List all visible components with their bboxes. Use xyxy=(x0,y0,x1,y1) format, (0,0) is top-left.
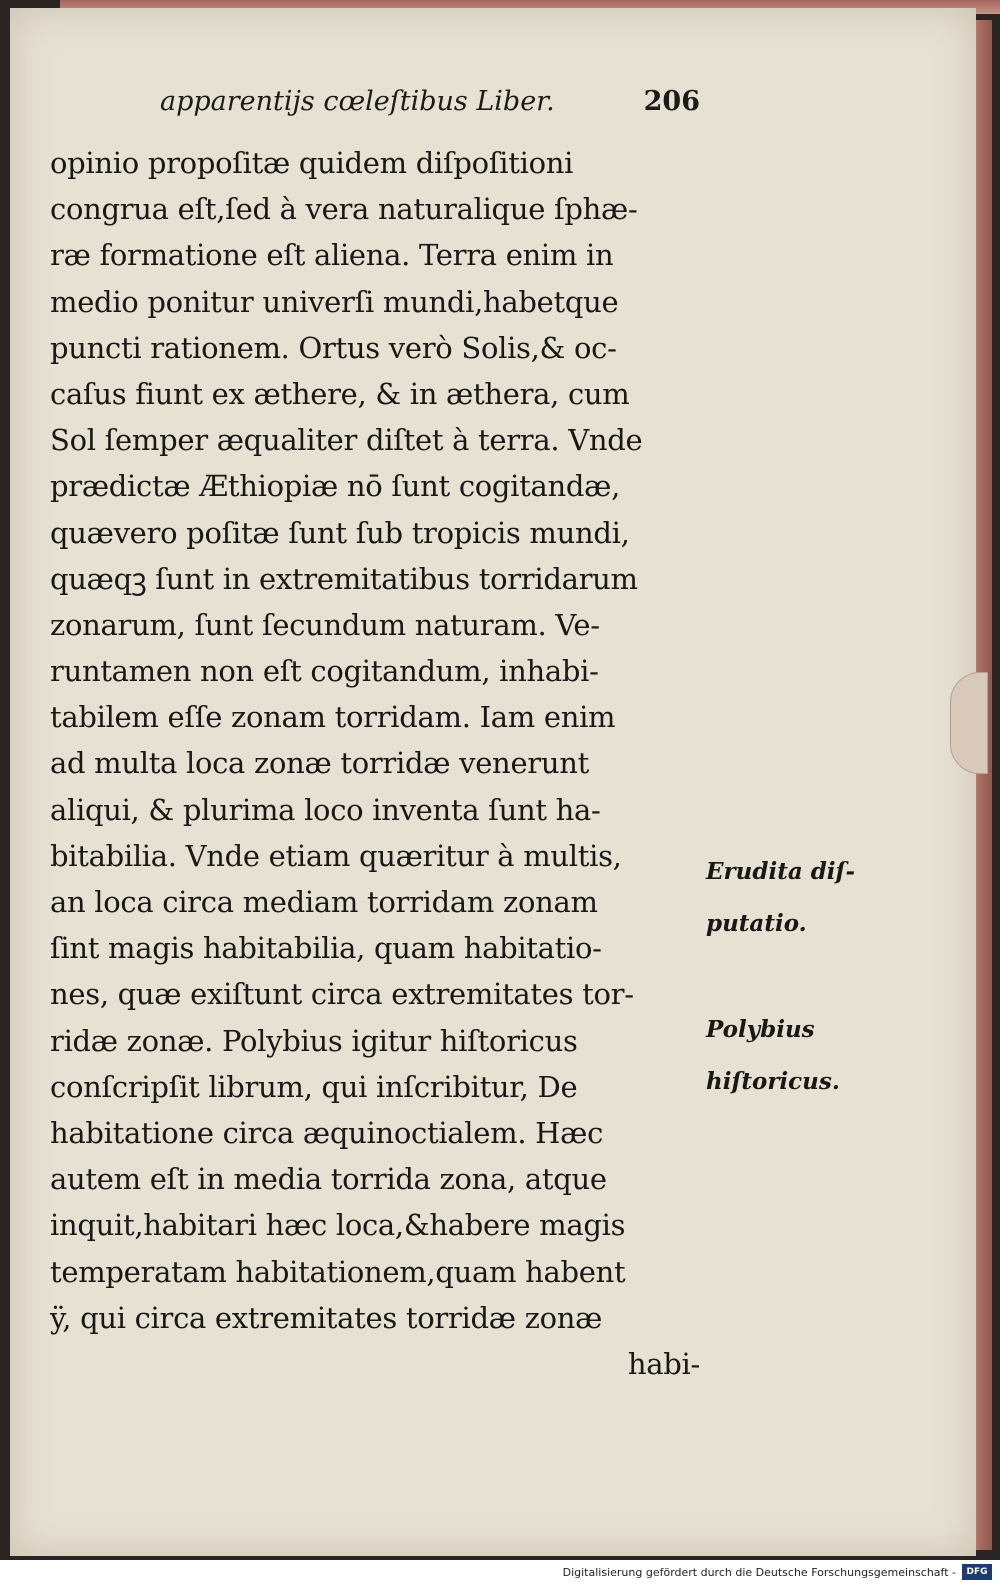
text-line: bitabilia. Vnde etiam quæritur à multis, xyxy=(50,838,622,873)
text-line: autem eſt in media torrida zona, atque xyxy=(50,1162,607,1197)
catchword: habi- xyxy=(627,1346,700,1381)
margin-note-polybius xyxy=(706,1004,866,1108)
text-line: puncti rationem. Ortus verò Solis,& oc- xyxy=(50,330,617,365)
text-line: an loca circa mediam torridam zonam xyxy=(50,885,598,919)
running-header xyxy=(160,86,700,126)
page-number: 206 xyxy=(643,86,700,117)
text-line: quævero poſitæ ſunt ſub tropicis mundi, xyxy=(50,515,630,550)
text-line: congrua eſt,ſed à vera naturalique ſphæ- xyxy=(50,192,638,227)
margin-note-line: Erudita diſ- xyxy=(706,858,855,885)
dfg-logo: DFG xyxy=(962,1564,992,1580)
text-line: ſint magis habitabilia, quam habitatio- xyxy=(50,931,602,966)
margin-note-line: Polybius xyxy=(706,1016,815,1043)
text-line: prædictæ Æthiopiæ nō ſunt cogitandæ, xyxy=(50,469,621,504)
text-line: Sol ſemper æqualiter diſtet à terra. Vnde xyxy=(50,423,643,458)
page-tab xyxy=(950,672,988,774)
text-line: ridæ zonæ. Polybius igitur hiſtoricus xyxy=(50,1023,578,1058)
text-line: zonarum, ſunt ſecundum naturam. Ve- xyxy=(50,607,600,642)
text-line: caſus fiunt ex æthere, & in æthera, cum xyxy=(50,376,630,411)
text-line: tabilem eſſe zonam torridam. Iam enim xyxy=(50,700,616,735)
text-line: quæqꝫ ſunt in extremitatibus torridarum xyxy=(50,561,638,596)
text-line: conſcripſit librum, qui inſcribitur, De xyxy=(50,1069,578,1104)
text-line: aliqui, & plurima loco inventa ſunt ha- xyxy=(50,792,601,827)
text-line: ÿ, qui circa extremitates torridæ zonæ xyxy=(50,1300,603,1335)
running-title: apparentijs cœleſtibus Liber. xyxy=(160,86,555,117)
text-line: ad multa loca zonæ torridæ venerunt xyxy=(50,746,589,781)
footer-bar xyxy=(0,1560,1000,1588)
text-line: runtamen non eſt cogitandum, inhabi- xyxy=(50,654,599,689)
text-line: medio ponitur univerſi mundi,habetque xyxy=(50,284,619,319)
margin-note-line: hiſtoricus. xyxy=(706,1068,840,1095)
text-line: nes, quæ exiſtunt circa extremitates tor- xyxy=(50,977,634,1012)
text-line: opinio propoſitæ quidem diſpoſitioni xyxy=(50,146,574,180)
text-line: inquit,habitari hæc loca,&habere magis xyxy=(50,1208,626,1243)
margin-note-line: putatio. xyxy=(706,910,807,937)
text-line: temperatam habitationem,quam habent xyxy=(50,1254,626,1289)
margin-note-erudita xyxy=(706,846,866,950)
text-line: ræ formatione eſt aliena. Terra enim in xyxy=(50,238,614,273)
digitization-credit: Digitalisierung gefördert durch die Deutsche Forschungsgemeinschaft - xyxy=(562,1566,956,1579)
body-text xyxy=(50,140,700,1387)
text-line: habitatione circa æquinoctialem. Hæc xyxy=(50,1115,604,1150)
